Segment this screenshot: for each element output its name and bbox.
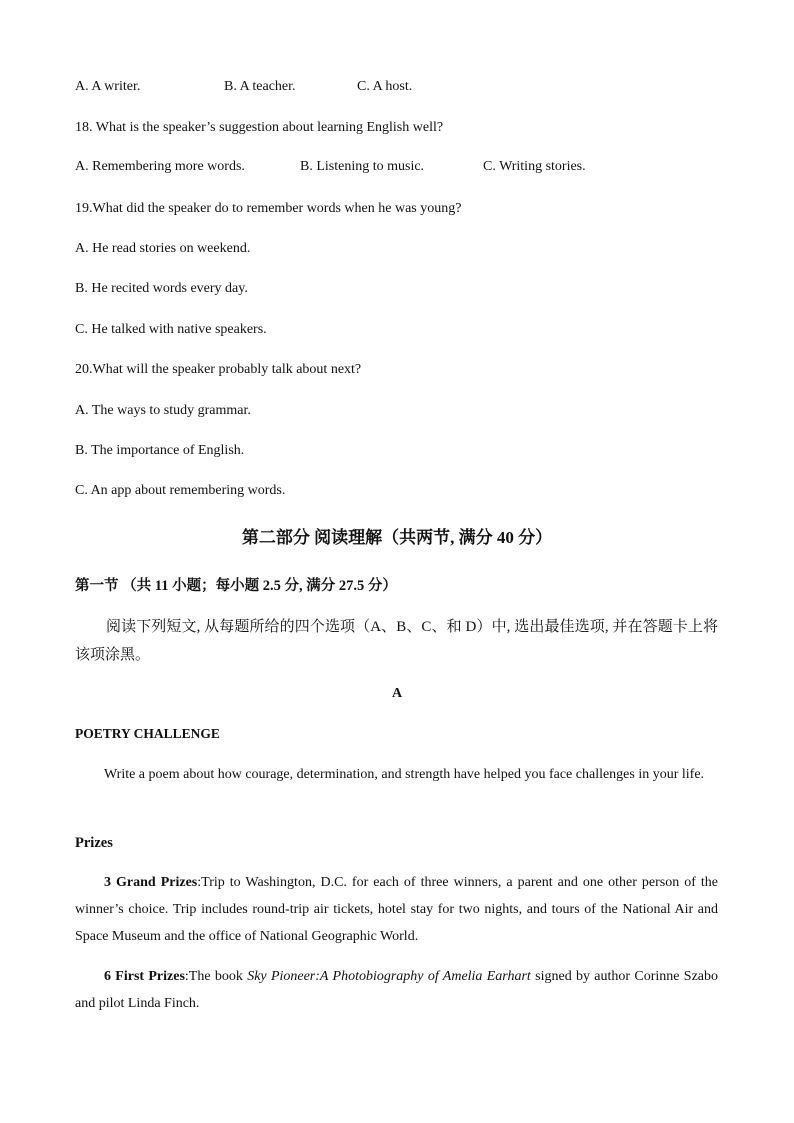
book-title: Sky Pioneer:A Photobiography of Amelia Earhart [247, 969, 531, 984]
section1-title: 第一节 （共 11 小题；每小题 2.5 分, 满分 27.5 分） [75, 578, 397, 594]
q19-option-a[interactable]: A. He read stories on weekend. [75, 241, 251, 256]
q17-option-a[interactable]: A. A writer. [75, 79, 141, 94]
first-prizes-paragraph [75, 963, 718, 1017]
q20-option-b[interactable]: B. The importance of English. [75, 443, 245, 458]
q19-option-c[interactable]: C. He talked with native speakers. [75, 322, 267, 337]
q18-option-b[interactable]: B. Listening to music. [300, 159, 425, 174]
part2-title: 第二部分 阅读理解（共两节, 满分 40 分） [241, 528, 553, 547]
grand-prizes-paragraph [75, 869, 718, 950]
q20-option-a[interactable]: A. The ways to study grammar. [75, 403, 251, 418]
q20-question: 20.What will the speaker probably talk about next? [75, 362, 362, 377]
q19-option-b[interactable]: B. He recited words every day. [75, 281, 248, 296]
grand-prizes-label: 3 Grand Prizes [104, 875, 198, 890]
q18-option-c[interactable]: C. Writing stories. [483, 159, 586, 174]
q19-question: 19.What did the speaker do to remember words when he was young? [75, 201, 462, 216]
q17-option-b[interactable]: B. A teacher. [224, 79, 296, 94]
passage-heading: POETRY CHALLENGE [75, 726, 220, 741]
q18-question: 18. What is the speaker’s suggestion about learning English well? [75, 120, 444, 135]
reading-instructions: 阅读下列短文, 从每题所给的四个选项（A、B、C、和 D）中, 选出最佳选项, 并在答题卡上将该项涂黑。 [75, 619, 718, 663]
first-prizes-label: 6 First Prizes [104, 969, 185, 984]
first-prizes-text-end: signed by author Corinne Szabo and pilot Linda Finch. [75, 969, 719, 1011]
q20-option-c[interactable]: C. An app about remembering words. [75, 483, 286, 498]
q18-option-a[interactable]: A. Remembering more words. [75, 159, 245, 174]
grand-prizes-text: :Trip to Washington, D.C. for each of three winners, a parent and one other person of the winner’s choice. Trip includes round-trip air tickets, hotel stay for two nights, and tours of the National Air and Space Museum and the office of National Geographic World. [75, 875, 719, 944]
q18-options [0, 159, 794, 177]
q17-options [0, 79, 794, 97]
q17-option-c[interactable]: C. A host. [357, 79, 413, 94]
first-prizes-text-start: :The book [184, 969, 248, 984]
prizes-heading: Prizes [75, 835, 113, 851]
passage-letter: A [391, 686, 403, 701]
passage-intro: Write a poem about how courage, determination, and strength have helped you face challenges in your life. [104, 767, 705, 782]
